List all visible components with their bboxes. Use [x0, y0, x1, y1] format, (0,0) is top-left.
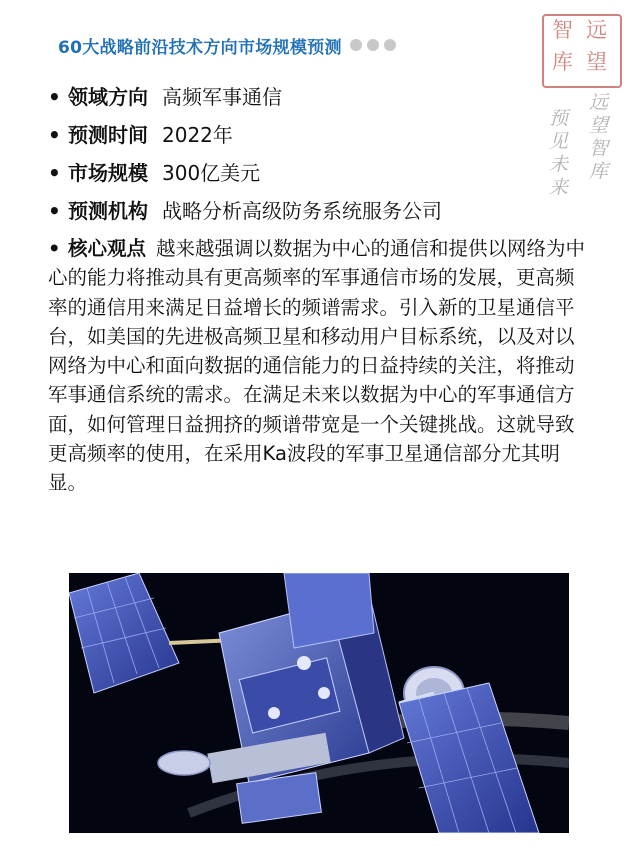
core-text: 越来越强调以数据为中心的通信和提供以网络为中心的能力将推动具有更高频率的军事通信市场的发展，更高频率的通信用来满足日益增长的频谱需求。引入新的卫星通信平台，如美国的先进极高频卫星和移动用户目标系统，以及对以网络为中心和面向数据的通信能力的日益持续的关注，将推动军事通信系统的需求。在满足未来以数据为中心的军事通信方面，如何管理日益拥挤的频谱带宽是一个关键挑战。这就导致更高频率的使用，在采用Ka波段的军事卫星通信部分尤其明显。 — [48, 237, 586, 495]
seal-slogan-left: 预见未来 — [546, 108, 568, 200]
seal-char: 远 — [586, 18, 607, 42]
item-value: 300亿美元 — [162, 161, 261, 185]
page-title: 60大战略前沿技术方向市场规模预测 — [58, 37, 342, 58]
bullet-icon: • — [48, 199, 61, 223]
seal-slogan-right: 远望智库 — [586, 92, 608, 184]
seal-char: 望 — [586, 50, 607, 74]
bullet-icon: • — [48, 161, 61, 185]
seal-stamp-icon — [542, 14, 622, 88]
item-label: 预测机构 — [68, 199, 148, 223]
info-item-time — [48, 116, 596, 154]
bullet-icon: • — [48, 85, 61, 109]
bullet-icon: • — [48, 123, 61, 147]
info-item-market-size — [48, 154, 596, 192]
item-value: 2022年 — [162, 123, 233, 147]
dot-icon — [384, 39, 396, 51]
item-value: 高频军事通信 — [162, 85, 282, 109]
core-label: 核心观点 — [68, 237, 147, 260]
info-item-agency — [48, 192, 596, 230]
item-value: 战略分析高级防务系统服务公司 — [162, 199, 442, 223]
item-label: 领域方向 — [68, 85, 148, 109]
info-list — [48, 78, 596, 230]
satellite-illustration — [69, 573, 569, 833]
decorative-dots — [350, 39, 401, 51]
bullet-icon: • — [48, 237, 61, 260]
core-viewpoint — [48, 234, 588, 498]
page-header — [58, 30, 401, 60]
item-label: 市场规模 — [68, 161, 148, 185]
dot-icon — [367, 39, 379, 51]
seal-char: 库 — [552, 50, 573, 74]
dot-icon — [350, 39, 362, 51]
satellite-image-icon — [69, 573, 569, 833]
item-label: 预测时间 — [68, 123, 148, 147]
seal-char: 智 — [552, 18, 573, 42]
info-item-field — [48, 78, 596, 116]
